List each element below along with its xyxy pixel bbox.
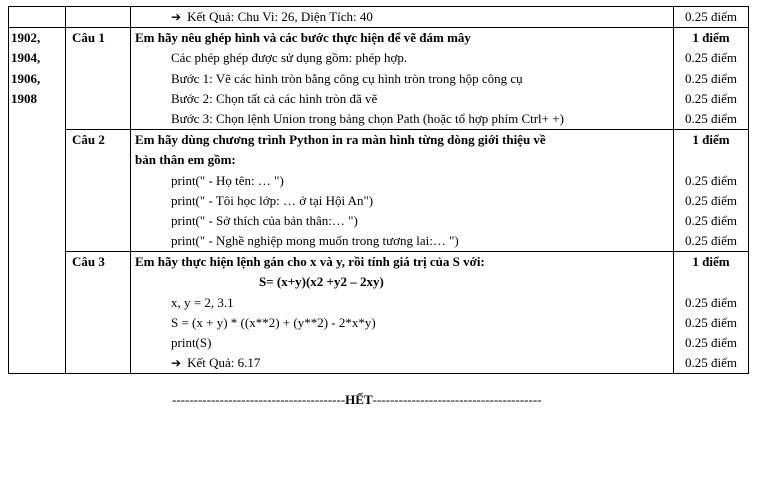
score-text: 0.25 điểm <box>685 70 737 86</box>
end-dashes-right: --------------------------------------- <box>372 392 542 407</box>
question-title: Em hãy nêu ghép hình và các bước thực hiện để vẽ đám mây <box>135 30 471 46</box>
score-text: 0.25 điểm <box>685 50 737 66</box>
formula: S= (x+y)(x2 +y2 – 2xy) <box>259 274 384 290</box>
content-cell <box>131 28 674 130</box>
table-row-question-2 <box>9 130 749 252</box>
answer-line: Bước 2: Chọn tất cả các hình tròn đã vẽ <box>171 90 378 106</box>
right-arrow-icon: ➔ <box>171 356 182 371</box>
answer-line: Bước 3: Chọn lệnh Union trong bảng chọn Path (hoặc tổ hợp phím Ctrl+ +) <box>171 110 564 126</box>
score-cell <box>674 252 749 374</box>
score-text: 0.25 điểm <box>685 314 737 330</box>
score-text: 0.25 điểm <box>685 212 737 228</box>
content-cell <box>131 130 674 252</box>
answer-line: x, y = 2, 3.1 <box>171 294 234 310</box>
score-text: 0.25 điểm <box>685 110 737 126</box>
score-spacer <box>674 150 748 170</box>
score-text: 0.25 điểm <box>685 9 737 24</box>
table-row-top-result <box>9 7 749 28</box>
right-arrow-icon: ➔ <box>171 10 182 24</box>
answer-line: print(S) <box>171 335 212 350</box>
question-title: Em hãy dùng chương trình Python in ra màn hình từng dòng giới thiệu về <box>135 132 546 148</box>
score-text: 0.25 điểm <box>685 355 737 371</box>
question-title: Em hãy thực hiện lệnh gán cho x và y, rồi tính giá trị của S với: <box>135 254 485 270</box>
table-row-question-3 <box>9 252 749 374</box>
answer-line: print(" - Họ tên: … ") <box>171 172 284 188</box>
score-text: 0.25 điểm <box>685 335 737 350</box>
result-line <box>131 353 673 373</box>
end-dashes-left: ---------------------------------------- <box>172 392 346 407</box>
id-cell-empty <box>9 7 66 28</box>
score-text: 0.25 điểm <box>685 233 737 249</box>
exam-code: 1902, <box>11 30 41 46</box>
result-text: Kết Quả: 6.17 <box>187 355 261 371</box>
end-marker <box>172 392 541 408</box>
score-text: 0.25 điểm <box>685 172 737 188</box>
score-text: 0.25 điểm <box>685 192 737 208</box>
question-label-cell <box>66 28 131 130</box>
answer-line: S = (x + y) * ((x**2) + (y**2) - 2*x*y) <box>171 314 376 330</box>
question-score: 1 điểm <box>692 132 730 148</box>
score-text: 0.25 điểm <box>685 90 737 106</box>
content-cell <box>131 7 674 28</box>
result-text: Kết Quả: Chu Vi: 26, Diện Tích: 40 <box>187 9 373 24</box>
answer-line: Các phép ghép được sử dụng gồm: phép hợp. <box>171 50 408 66</box>
exam-code-cell <box>9 28 66 374</box>
score-text: 0.25 điểm <box>685 294 737 310</box>
answer-line: print(" - Tôi học lớp: … ở tại Hội An") <box>171 192 374 208</box>
exam-code: 1904, <box>11 50 41 66</box>
answer-key-table <box>8 6 749 374</box>
question-label-cell <box>66 130 131 252</box>
question-cell-empty <box>66 7 131 28</box>
question-label-cell <box>66 252 131 374</box>
content-cell <box>131 252 674 374</box>
question-score: 1 điểm <box>692 30 730 46</box>
score-cell <box>674 28 749 130</box>
answer-line: print(" - Nghề nghiệp mong muốn trong tương lai:… ") <box>171 233 459 249</box>
question-title-continued: bản thân em gồm: <box>135 152 236 168</box>
end-text: HẾT <box>345 392 373 407</box>
score-spacer <box>674 272 748 292</box>
answer-line: print(" - Sở thích của bản thân:… ") <box>171 212 358 228</box>
question-label: Câu 1 <box>72 30 105 46</box>
score-cell <box>674 7 749 28</box>
exam-code: 1908 <box>11 90 37 106</box>
exam-code: 1906, <box>11 70 41 86</box>
question-label: Câu 3 <box>72 254 105 270</box>
result-line <box>131 7 673 27</box>
score-cell <box>674 130 749 252</box>
table-row-question-1 <box>9 28 749 130</box>
question-score: 1 điểm <box>692 254 730 270</box>
answer-line: Bước 1: Vẽ các hình tròn bằng công cụ hình tròn trong hộp công cụ <box>171 70 523 86</box>
question-label: Câu 2 <box>72 132 105 148</box>
